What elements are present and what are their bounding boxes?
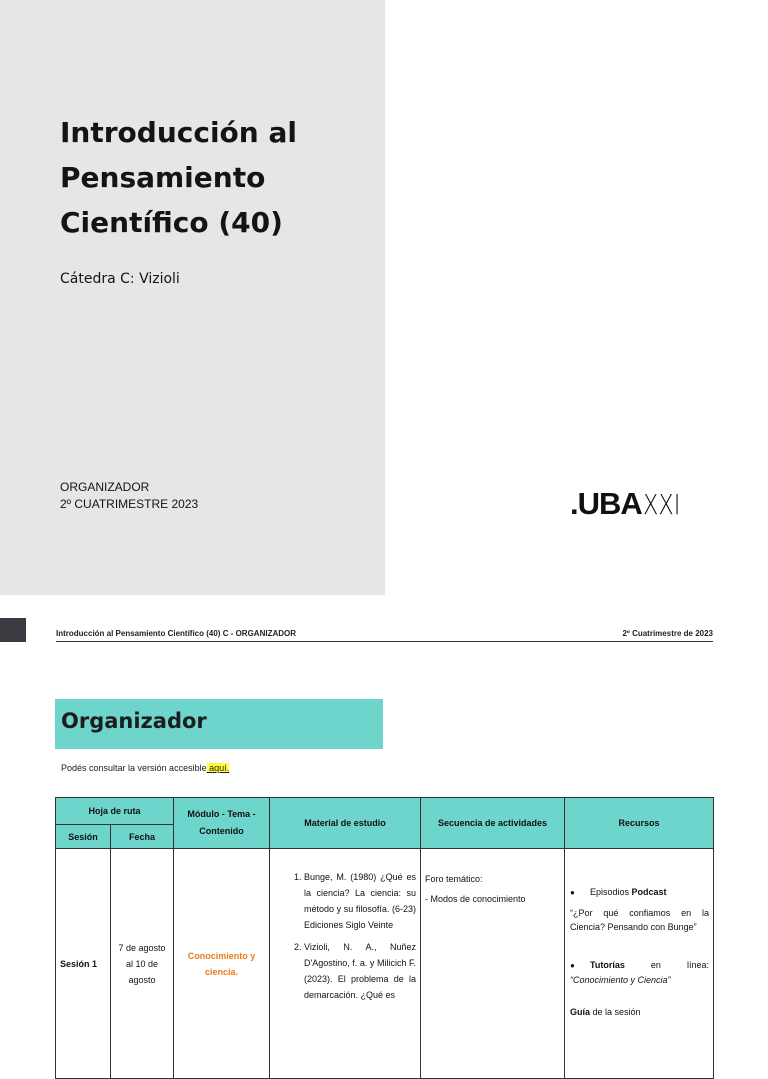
- tutorias-text: en línea:: [624, 960, 710, 970]
- header-roadmap: Hoja de ruta: [56, 798, 174, 825]
- header-resources: Recursos: [565, 798, 714, 849]
- guide-resource: [570, 1005, 709, 1019]
- material-cell: [270, 849, 421, 1079]
- course-title: [60, 110, 360, 245]
- course-title-line: Científico (40): [60, 206, 283, 239]
- cover-panel: [0, 0, 385, 595]
- uba-xxi-logo: [570, 484, 705, 524]
- tutorias-title: “Conocimiento y Ciencia”: [570, 975, 671, 985]
- session-cell: Sesión 1: [56, 849, 111, 1079]
- tutorias-resource: [570, 958, 709, 987]
- page-header-title: Introducción al Pensamiento Científico (40) C - ORGANIZADOR: [56, 629, 297, 638]
- guide-label: Guía: [570, 1007, 591, 1017]
- page-header: [56, 628, 713, 642]
- podcast-resource: [570, 885, 709, 900]
- sequence-cell: [421, 849, 565, 1079]
- cover-organizer-block: [60, 479, 198, 513]
- organizer-table: [55, 797, 714, 1079]
- header-sequence: Secuencia de actividades: [421, 798, 565, 849]
- chair-subtitle: Cátedra C: Vizioli: [60, 271, 180, 287]
- podcast-prefix: Episodios: [590, 887, 632, 897]
- table-row: [56, 849, 714, 1079]
- forum-label: Foro temático:: [425, 874, 483, 884]
- topic-cell: [174, 849, 270, 1079]
- reading-item: 1. Bunge, M. (1980) ¿Qué es la ciencia? La ciencia: su método y su filosofía. (6-23) Ediciones Siglo Veinte: [304, 869, 416, 933]
- header-session: Sesión: [56, 825, 111, 849]
- date-text: 7 de agosto al 10 de agosto: [118, 942, 166, 985]
- accessible-version-text: Podés consultar la versión accesible: [61, 763, 207, 773]
- header-module: Módulo - Tema - Contenido: [174, 798, 270, 849]
- resources-cell: [565, 849, 714, 1079]
- logo-suffix-text: XXI: [642, 487, 681, 521]
- organizer-heading: Organizador: [61, 709, 207, 733]
- term-label: 2º CUATRIMESTRE 2023: [60, 497, 199, 511]
- podcast-label: Podcast: [631, 887, 667, 897]
- podcast-title: “¿Por qué confiamos en la Ciencia? Pensando con Bunge”: [570, 908, 710, 932]
- guide-text: de la sesión: [590, 1007, 641, 1017]
- forum-topic: - Modos de conocimiento: [425, 894, 526, 904]
- date-cell: [111, 849, 174, 1079]
- reading-list: [270, 869, 416, 1003]
- header-date: Fecha: [111, 825, 174, 849]
- accessible-version-note: [61, 763, 229, 773]
- bullet-icon: [570, 887, 590, 897]
- course-title-line: Pensamiento: [60, 161, 266, 194]
- tutorias-label: Tutorías: [590, 960, 625, 970]
- accessible-version-link[interactable]: aquí.: [206, 763, 230, 773]
- logo-main-text: .UBA: [570, 486, 642, 521]
- page-header-term: 2º Cuatrimestre de 2023: [622, 629, 713, 638]
- reading-item: 2. Vizioli, N. A., Nuñez D'Agostino, f. a. y Milicich F. (2023). El problema de la demarcación. ¿Qué es: [304, 939, 416, 1003]
- course-title-line: Introducción al: [60, 116, 297, 149]
- bullet-icon: [570, 960, 590, 970]
- page-marker: [0, 618, 26, 642]
- topic-text: Conocimiento y ciencia.: [187, 950, 256, 977]
- header-material: Material de estudio: [270, 798, 421, 849]
- organizer-label: ORGANIZADOR: [60, 480, 150, 494]
- organizer-banner: [55, 699, 383, 749]
